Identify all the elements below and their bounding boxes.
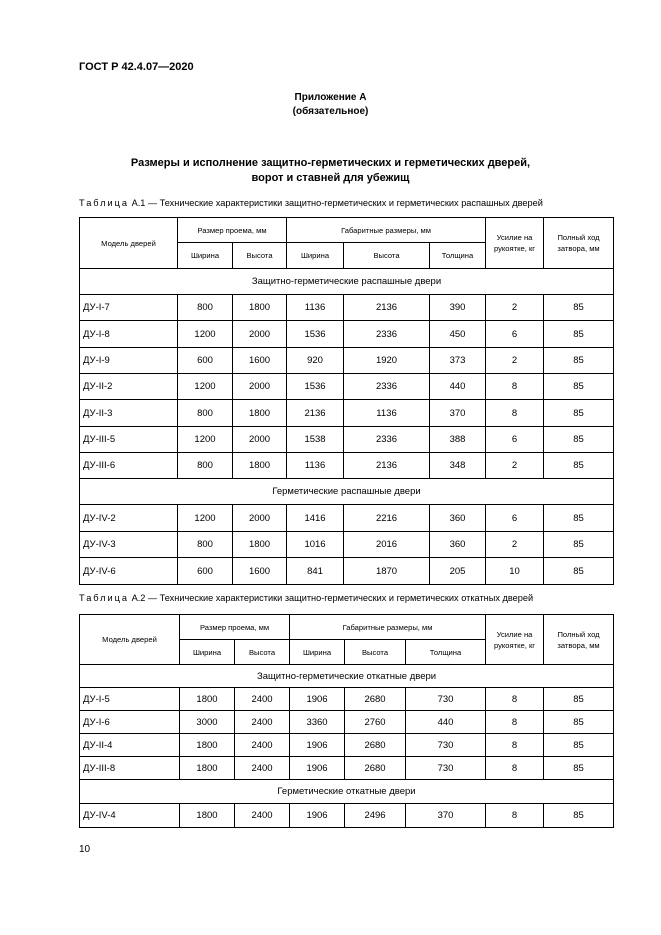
cell-opening-height: 1800 xyxy=(233,295,287,321)
table1-label: Таблица xyxy=(79,198,130,208)
cell-overall-width: 920 xyxy=(287,348,344,374)
cell-opening-width: 1800 xyxy=(180,804,235,828)
header-force: Усилие на рукоятке, кг xyxy=(486,218,544,269)
cell-stroke: 85 xyxy=(544,688,614,711)
table-row xyxy=(80,532,614,558)
table-row xyxy=(80,757,614,780)
table-row xyxy=(80,711,614,734)
cell-overall-height: 1870 xyxy=(344,558,430,585)
cell-force: 6 xyxy=(486,505,544,532)
cell-overall-width: 1536 xyxy=(287,374,344,400)
document-code: ГОСТ Р 42.4.07—2020 xyxy=(79,61,194,73)
header-opening-height: Высота xyxy=(233,243,287,269)
cell-force: 2 xyxy=(486,348,544,374)
header-overall-height: Высота xyxy=(345,640,406,665)
cell-overall-width: 1136 xyxy=(287,295,344,321)
cell-opening-height: 1600 xyxy=(233,558,287,585)
table2-caption-text: А.2 — Технические характеристики защитно-герметических и герметических откатных дверей xyxy=(131,593,534,603)
cell-force: 10 xyxy=(486,558,544,585)
cell-overall-height: 2680 xyxy=(345,734,406,757)
cell-overall-width: 3360 xyxy=(290,711,345,734)
cell-model: ДУ-IV-2 xyxy=(80,505,178,532)
cell-overall-height: 2680 xyxy=(345,688,406,711)
header-overall-thickness: Толщина xyxy=(430,243,486,269)
header-overall-width: Ширина xyxy=(287,243,344,269)
table-row xyxy=(80,734,614,757)
cell-overall-width: 1416 xyxy=(287,505,344,532)
cell-model: ДУ-I-6 xyxy=(80,711,180,734)
cell-force: 2 xyxy=(486,453,544,479)
cell-thickness: 360 xyxy=(430,532,486,558)
cell-thickness: 440 xyxy=(406,711,486,734)
cell-model: ДУ-IV-4 xyxy=(80,804,180,828)
cell-stroke: 85 xyxy=(544,734,614,757)
cell-force: 8 xyxy=(486,711,544,734)
cell-opening-height: 1800 xyxy=(233,532,287,558)
cell-force: 8 xyxy=(486,400,544,427)
header-model: Модель дверей xyxy=(80,615,180,665)
header-opening: Размер проема, мм xyxy=(178,218,287,243)
cell-opening-height: 2400 xyxy=(235,804,290,828)
cell-thickness: 360 xyxy=(430,505,486,532)
cell-stroke: 85 xyxy=(544,804,614,828)
table1-section-protective: Защитно-герметические распашные двери xyxy=(80,269,614,295)
table-row xyxy=(80,453,614,479)
cell-opening-width: 800 xyxy=(178,532,233,558)
header-force: Усилие на рукоятке, кг xyxy=(486,615,544,665)
cell-stroke: 85 xyxy=(544,711,614,734)
cell-thickness: 373 xyxy=(430,348,486,374)
cell-overall-width: 1536 xyxy=(287,321,344,348)
cell-overall-height: 2496 xyxy=(345,804,406,828)
cell-force: 8 xyxy=(486,757,544,780)
cell-overall-width: 1136 xyxy=(287,453,344,479)
cell-overall-height: 2760 xyxy=(345,711,406,734)
header-overall-height: Высота xyxy=(344,243,430,269)
cell-model: ДУ-III-6 xyxy=(80,453,178,479)
cell-overall-height: 2016 xyxy=(344,532,430,558)
annex-note: (обязательное) xyxy=(292,106,369,117)
cell-thickness: 450 xyxy=(430,321,486,348)
cell-opening-width: 800 xyxy=(178,295,233,321)
table-row xyxy=(80,295,614,321)
main-title-line2: ворот и ставней для убежищ xyxy=(251,172,410,184)
cell-force: 8 xyxy=(486,374,544,400)
cell-thickness: 370 xyxy=(406,804,486,828)
header-overall-thickness: Толщина xyxy=(406,640,486,665)
cell-opening-height: 2000 xyxy=(233,321,287,348)
cell-model: ДУ-II-4 xyxy=(80,734,180,757)
cell-stroke: 85 xyxy=(544,374,614,400)
page-number: 10 xyxy=(79,844,91,855)
cell-opening-width: 1800 xyxy=(180,734,235,757)
cell-opening-width: 800 xyxy=(178,400,233,427)
header-overall-width: Ширина xyxy=(290,640,345,665)
cell-thickness: 390 xyxy=(430,295,486,321)
cell-thickness: 730 xyxy=(406,688,486,711)
table2-section-hermetic: Герметические откатные двери xyxy=(80,780,614,804)
cell-model: ДУ-III-8 xyxy=(80,757,180,780)
table-row xyxy=(80,348,614,374)
cell-overall-width: 2136 xyxy=(287,400,344,427)
table1-section-hermetic: Герметические распашные двери xyxy=(80,479,614,505)
cell-model: ДУ-II-3 xyxy=(80,400,178,427)
cell-stroke: 85 xyxy=(544,348,614,374)
cell-model: ДУ-I-7 xyxy=(80,295,178,321)
cell-thickness: 348 xyxy=(430,453,486,479)
cell-stroke: 85 xyxy=(544,321,614,348)
annex-title: Приложение А xyxy=(294,92,367,103)
main-title-line1: Размеры и исполнение защитно-герметических и герметических дверей, xyxy=(130,157,531,169)
cell-force: 8 xyxy=(486,688,544,711)
cell-thickness: 370 xyxy=(430,400,486,427)
cell-stroke: 85 xyxy=(544,532,614,558)
cell-opening-width: 1200 xyxy=(178,427,233,453)
cell-opening-height: 2000 xyxy=(233,505,287,532)
cell-overall-height: 2216 xyxy=(344,505,430,532)
header-opening-height: Высота xyxy=(235,640,290,665)
cell-opening-width: 1800 xyxy=(180,688,235,711)
header-stroke: Полный ход затвора, мм xyxy=(544,218,614,269)
cell-model: ДУ-III-5 xyxy=(80,427,178,453)
cell-overall-width: 1906 xyxy=(290,734,345,757)
cell-opening-height: 2400 xyxy=(235,711,290,734)
cell-overall-width: 1906 xyxy=(290,804,345,828)
header-opening: Размер проема, мм xyxy=(180,615,290,640)
cell-opening-width: 1200 xyxy=(178,374,233,400)
cell-model: ДУ-IV-3 xyxy=(80,532,178,558)
cell-thickness: 440 xyxy=(430,374,486,400)
cell-thickness: 730 xyxy=(406,757,486,780)
header-model: Модель дверей xyxy=(80,218,178,269)
table2-section-protective: Защитно-герметические откатные двери xyxy=(80,665,614,688)
table1-caption-text: А.1 — Технические характеристики защитно-герметических и герметических распашных дверей xyxy=(131,198,543,208)
table-row xyxy=(80,804,614,828)
table1-caption xyxy=(79,198,543,208)
cell-opening-height: 1800 xyxy=(233,400,287,427)
table-row xyxy=(80,688,614,711)
table2 xyxy=(79,614,614,828)
cell-thickness: 205 xyxy=(430,558,486,585)
cell-model: ДУ-I-8 xyxy=(80,321,178,348)
cell-overall-height: 2336 xyxy=(344,427,430,453)
cell-opening-width: 600 xyxy=(178,558,233,585)
cell-stroke: 85 xyxy=(544,757,614,780)
cell-model: ДУ-I-9 xyxy=(80,348,178,374)
cell-opening-height: 2400 xyxy=(235,688,290,711)
cell-stroke: 85 xyxy=(544,295,614,321)
cell-model: ДУ-II-2 xyxy=(80,374,178,400)
cell-force: 6 xyxy=(486,427,544,453)
cell-overall-width: 1538 xyxy=(287,427,344,453)
table-row xyxy=(80,374,614,400)
table-row xyxy=(80,321,614,348)
header-opening-width: Ширина xyxy=(180,640,235,665)
cell-overall-width: 1906 xyxy=(290,688,345,711)
cell-thickness: 388 xyxy=(430,427,486,453)
cell-stroke: 85 xyxy=(544,453,614,479)
cell-stroke: 85 xyxy=(544,427,614,453)
cell-stroke: 85 xyxy=(544,505,614,532)
table2-caption xyxy=(79,593,533,603)
table1 xyxy=(79,217,614,585)
cell-force: 6 xyxy=(486,321,544,348)
cell-overall-height: 2336 xyxy=(344,321,430,348)
cell-overall-height: 1136 xyxy=(344,400,430,427)
cell-force: 8 xyxy=(486,734,544,757)
cell-opening-height: 2400 xyxy=(235,734,290,757)
cell-opening-height: 2000 xyxy=(233,427,287,453)
cell-opening-height: 1600 xyxy=(233,348,287,374)
cell-thickness: 730 xyxy=(406,734,486,757)
cell-overall-width: 1016 xyxy=(287,532,344,558)
cell-force: 8 xyxy=(486,804,544,828)
cell-overall-height: 2680 xyxy=(345,757,406,780)
cell-opening-height: 1800 xyxy=(233,453,287,479)
header-overall: Габаритные размеры, мм xyxy=(290,615,486,640)
cell-model: ДУ-I-5 xyxy=(80,688,180,711)
table2-label: Таблица xyxy=(79,593,130,603)
cell-opening-width: 600 xyxy=(178,348,233,374)
table-row xyxy=(80,400,614,427)
table-row xyxy=(80,505,614,532)
cell-opening-width: 1200 xyxy=(178,505,233,532)
cell-force: 2 xyxy=(486,295,544,321)
cell-stroke: 85 xyxy=(544,400,614,427)
cell-opening-width: 800 xyxy=(178,453,233,479)
cell-opening-width: 1800 xyxy=(180,757,235,780)
cell-opening-width: 1200 xyxy=(178,321,233,348)
cell-opening-height: 2000 xyxy=(233,374,287,400)
header-overall: Габаритные размеры, мм xyxy=(287,218,486,243)
table-row xyxy=(80,427,614,453)
cell-opening-width: 3000 xyxy=(180,711,235,734)
cell-overall-height: 1920 xyxy=(344,348,430,374)
cell-overall-width: 1906 xyxy=(290,757,345,780)
cell-opening-height: 2400 xyxy=(235,757,290,780)
cell-overall-height: 2336 xyxy=(344,374,430,400)
cell-model: ДУ-IV-6 xyxy=(80,558,178,585)
header-opening-width: Ширина xyxy=(178,243,233,269)
cell-overall-height: 2136 xyxy=(344,453,430,479)
table-row xyxy=(80,558,614,585)
cell-force: 2 xyxy=(486,532,544,558)
cell-stroke: 85 xyxy=(544,558,614,585)
cell-overall-width: 841 xyxy=(287,558,344,585)
header-stroke: Полный ход затвора, мм xyxy=(544,615,614,665)
cell-overall-height: 2136 xyxy=(344,295,430,321)
